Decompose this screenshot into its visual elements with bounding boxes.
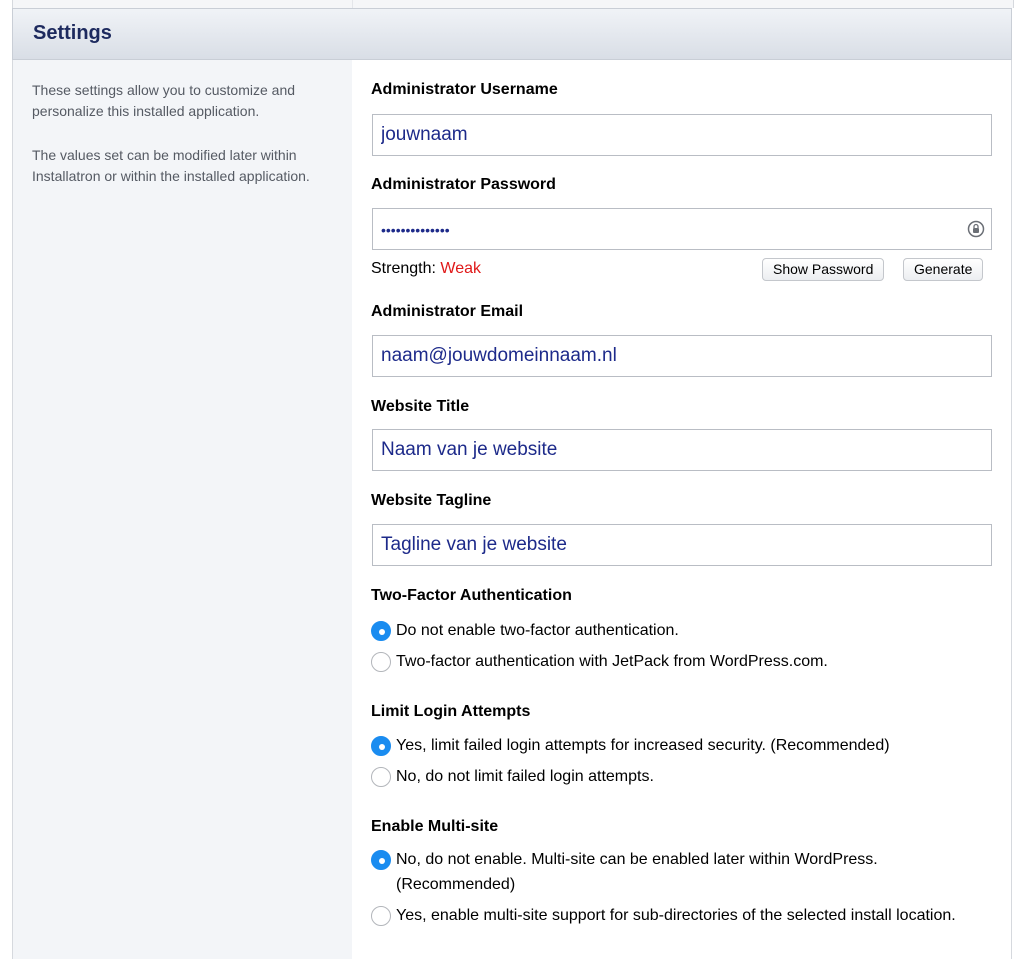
strength-label: Strength: bbox=[371, 260, 436, 277]
email-input[interactable] bbox=[373, 336, 991, 376]
radio-label: Two-factor authentication with JetPack from WordPress.com. bbox=[396, 653, 828, 670]
description-panel bbox=[12, 60, 352, 959]
description-paragraph-1: These settings allow you to customize and personalize this installed application. bbox=[32, 82, 296, 119]
website-tagline-label: Website Tagline bbox=[371, 492, 492, 509]
radio-label: Do not enable two-factor authentication. bbox=[396, 622, 679, 639]
password-manager-icon[interactable] bbox=[967, 220, 985, 238]
show-password-button[interactable]: Show Password bbox=[762, 258, 884, 281]
radio-label: No, do not limit failed login attempts. bbox=[396, 768, 654, 785]
website-title-field-box bbox=[372, 429, 992, 471]
radio-unselected-icon[interactable] bbox=[371, 652, 391, 672]
website-tagline-field-box bbox=[372, 524, 992, 566]
email-label: Administrator Email bbox=[371, 303, 524, 320]
website-title-label: Website Title bbox=[371, 398, 470, 415]
column-divider bbox=[352, 0, 353, 8]
radio-unselected-icon[interactable] bbox=[371, 906, 391, 926]
two-factor-label: Two-Factor Authentication bbox=[371, 587, 572, 604]
radio-unselected-icon[interactable] bbox=[371, 767, 391, 787]
radio-selected-icon[interactable] bbox=[371, 850, 391, 870]
username-label: Administrator Username bbox=[371, 81, 558, 98]
description-paragraph-2: The values set can be modified later within Installatron or within the installed application. bbox=[32, 147, 310, 184]
password-strength bbox=[371, 260, 481, 278]
multisite-label: Enable Multi-site bbox=[371, 818, 499, 835]
website-title-input[interactable] bbox=[373, 430, 991, 470]
password-label: Administrator Password bbox=[371, 176, 556, 193]
generate-button[interactable]: Generate bbox=[903, 258, 983, 281]
settings-header bbox=[12, 8, 1012, 60]
two-factor-option-disable[interactable] bbox=[371, 618, 986, 643]
page-title: Settings bbox=[33, 22, 112, 44]
password-field[interactable] bbox=[372, 208, 992, 250]
radio-label: No, do not enable. Multi-site can be enabled later within WordPress. (Recommended) bbox=[396, 851, 878, 893]
radio-label: Yes, enable multi-site support for sub-directories of the selected install location. bbox=[396, 907, 956, 924]
website-tagline-input[interactable] bbox=[373, 525, 991, 565]
username-input[interactable] bbox=[373, 115, 991, 155]
radio-selected-icon[interactable] bbox=[371, 736, 391, 756]
top-strip bbox=[12, 0, 1014, 8]
limit-login-label: Limit Login Attempts bbox=[371, 703, 531, 720]
radio-selected-icon[interactable] bbox=[371, 621, 391, 641]
multisite-option-yes[interactable] bbox=[371, 903, 986, 928]
radio-label: Yes, limit failed login attempts for increased security. (Recommended) bbox=[396, 737, 890, 754]
two-factor-option-jetpack[interactable] bbox=[371, 649, 986, 674]
settings-form bbox=[352, 60, 1012, 959]
limit-login-option-yes[interactable] bbox=[371, 733, 986, 758]
strength-value: Weak bbox=[440, 260, 481, 277]
password-value: •••••••••••••• bbox=[381, 222, 450, 238]
multisite-option-no[interactable] bbox=[371, 847, 986, 897]
limit-login-option-no[interactable] bbox=[371, 764, 986, 789]
email-field-box bbox=[372, 335, 992, 377]
username-field-box bbox=[372, 114, 992, 156]
